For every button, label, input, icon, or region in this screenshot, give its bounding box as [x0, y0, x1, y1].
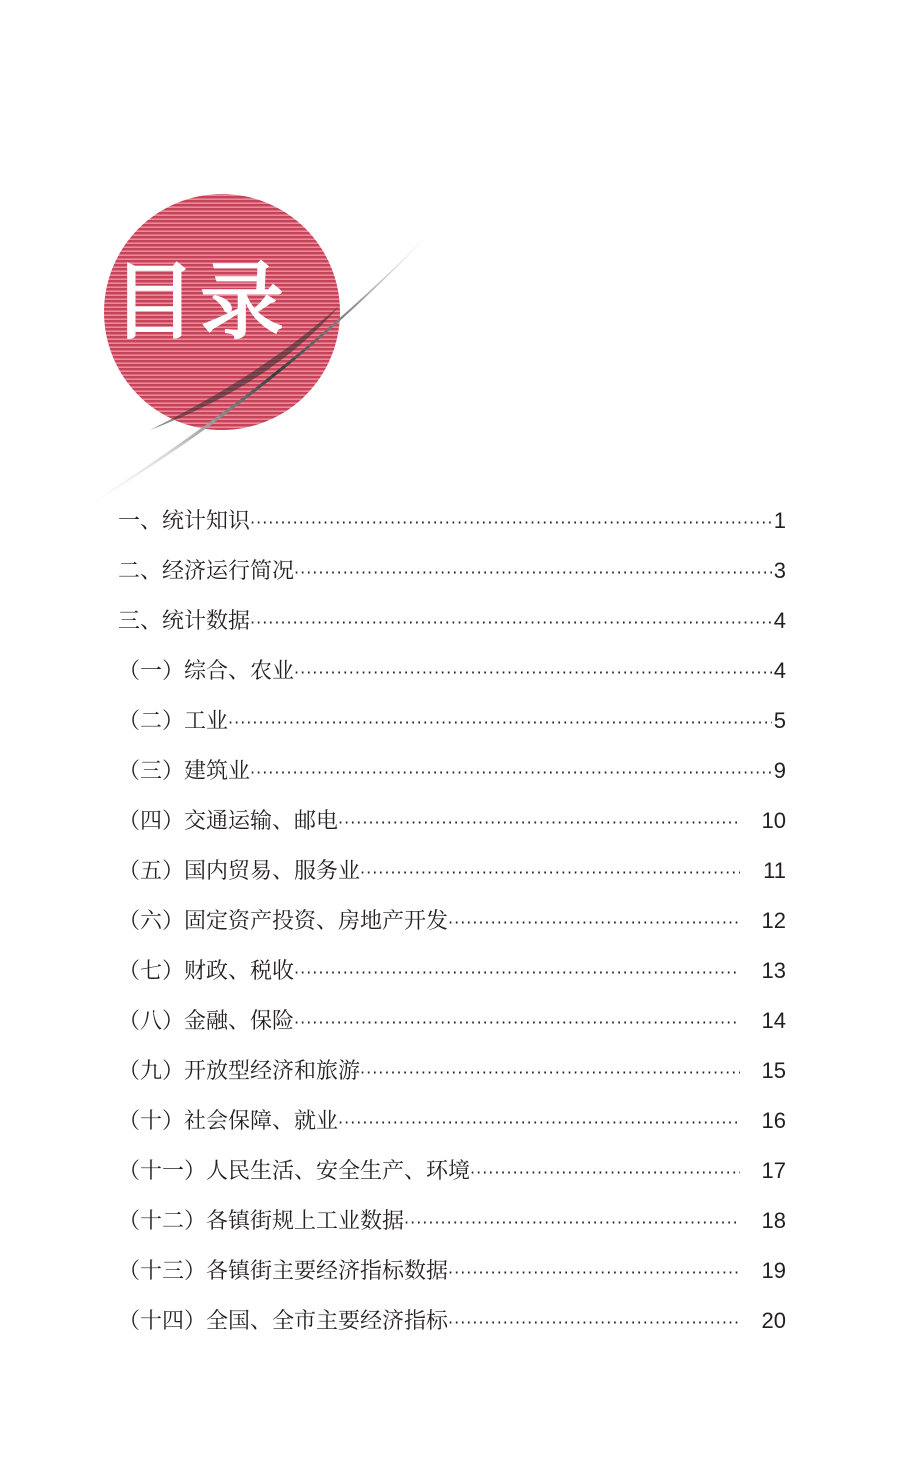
toc-dot-leader [470, 1148, 740, 1198]
toc-entry[interactable] [118, 1146, 786, 1196]
toc-dot-leader [404, 1198, 740, 1248]
toc-entry-page-number: 11 [763, 858, 786, 883]
toc-dot-leader [338, 1098, 740, 1148]
toc-dot-leader [228, 698, 772, 748]
toc-entry[interactable] [118, 996, 786, 1046]
toc-dot-leader [338, 798, 740, 848]
toc-entry-label: （十）社会保障、就业 [118, 1109, 339, 1134]
toc-entry[interactable] [118, 596, 786, 646]
toc-entry-page-number: 4 [773, 608, 786, 633]
toc-dot-leader [360, 848, 740, 898]
toc-entry-page-number: 9 [773, 758, 786, 783]
toc-entry-page-number: 14 [761, 1008, 786, 1033]
toc-entry[interactable] [118, 1096, 786, 1146]
toc-dot-leader [294, 998, 740, 1048]
toc-entry-label: （六）固定资产投资、房地产开发 [118, 909, 449, 934]
toc-entry-page-number: 18 [761, 1208, 786, 1233]
toc-dot-leader [448, 898, 740, 948]
toc-entry-label: （二）工业 [118, 709, 229, 734]
toc-entry[interactable] [118, 1196, 786, 1246]
toc-entry-label: （一）综合、农业 [118, 659, 295, 684]
toc-entry-page-number: 3 [773, 558, 786, 583]
toc-entry[interactable] [118, 1246, 786, 1296]
toc-entry-label: （九）开放型经济和旅游 [118, 1059, 361, 1084]
toc-entry[interactable] [118, 1296, 786, 1346]
toc-entry[interactable] [118, 696, 786, 746]
toc-entry-page-number: 17 [761, 1158, 786, 1183]
table-of-contents [118, 496, 786, 1346]
toc-entry[interactable] [118, 496, 786, 546]
toc-entry-page-number: 16 [761, 1108, 786, 1133]
toc-entry-label: （五）国内贸易、服务业 [118, 859, 361, 884]
toc-dot-leader [360, 1048, 740, 1098]
toc-entry-page-number: 10 [761, 808, 786, 833]
toc-entry-page-number: 1 [773, 508, 786, 533]
toc-entry-label: （十四）全国、全市主要经济指标 [118, 1309, 449, 1334]
toc-dot-leader [294, 548, 772, 598]
toc-entry[interactable] [118, 646, 786, 696]
toc-entry[interactable] [118, 1046, 786, 1096]
toc-entry-page-number: 4 [773, 658, 786, 683]
toc-entry-label: （十二）各镇街规上工业数据 [118, 1209, 405, 1234]
toc-dot-leader [250, 498, 772, 548]
toc-entry-label: （十三）各镇街主要经济指标数据 [118, 1259, 449, 1284]
toc-entry-label: 一、统计知识 [118, 509, 251, 534]
toc-entry[interactable] [118, 846, 786, 896]
toc-entry-label: （三）建筑业 [118, 759, 251, 784]
toc-entry-label: （十一）人民生活、安全生产、环境 [118, 1159, 471, 1184]
toc-entry[interactable] [118, 896, 786, 946]
toc-entry[interactable] [118, 746, 786, 796]
toc-entry-label: （七）财政、税收 [118, 959, 295, 984]
toc-entry-label: 三、统计数据 [118, 609, 251, 634]
toc-entry[interactable] [118, 796, 786, 846]
toc-dot-leader [250, 748, 772, 798]
toc-entry-page-number: 5 [773, 708, 786, 733]
toc-entry-label: （八）金融、保险 [118, 1009, 295, 1034]
toc-entry-label: 二、经济运行简况 [118, 559, 295, 584]
toc-dot-leader [294, 948, 740, 998]
toc-entry-page-number: 12 [761, 908, 786, 933]
toc-dot-leader [294, 648, 772, 698]
toc-entry-page-number: 20 [761, 1308, 786, 1333]
toc-entry-page-number: 15 [761, 1058, 786, 1083]
page-title: 目录 [112, 253, 289, 351]
toc-entry[interactable] [118, 546, 786, 596]
toc-entry-label: （四）交通运输、邮电 [118, 809, 339, 834]
toc-dot-leader [250, 598, 772, 648]
toc-entry-page-number: 19 [761, 1258, 786, 1283]
toc-entry[interactable] [118, 946, 786, 996]
toc-entry-page-number: 13 [761, 958, 786, 983]
toc-dot-leader [448, 1298, 740, 1348]
toc-dot-leader [448, 1248, 740, 1298]
